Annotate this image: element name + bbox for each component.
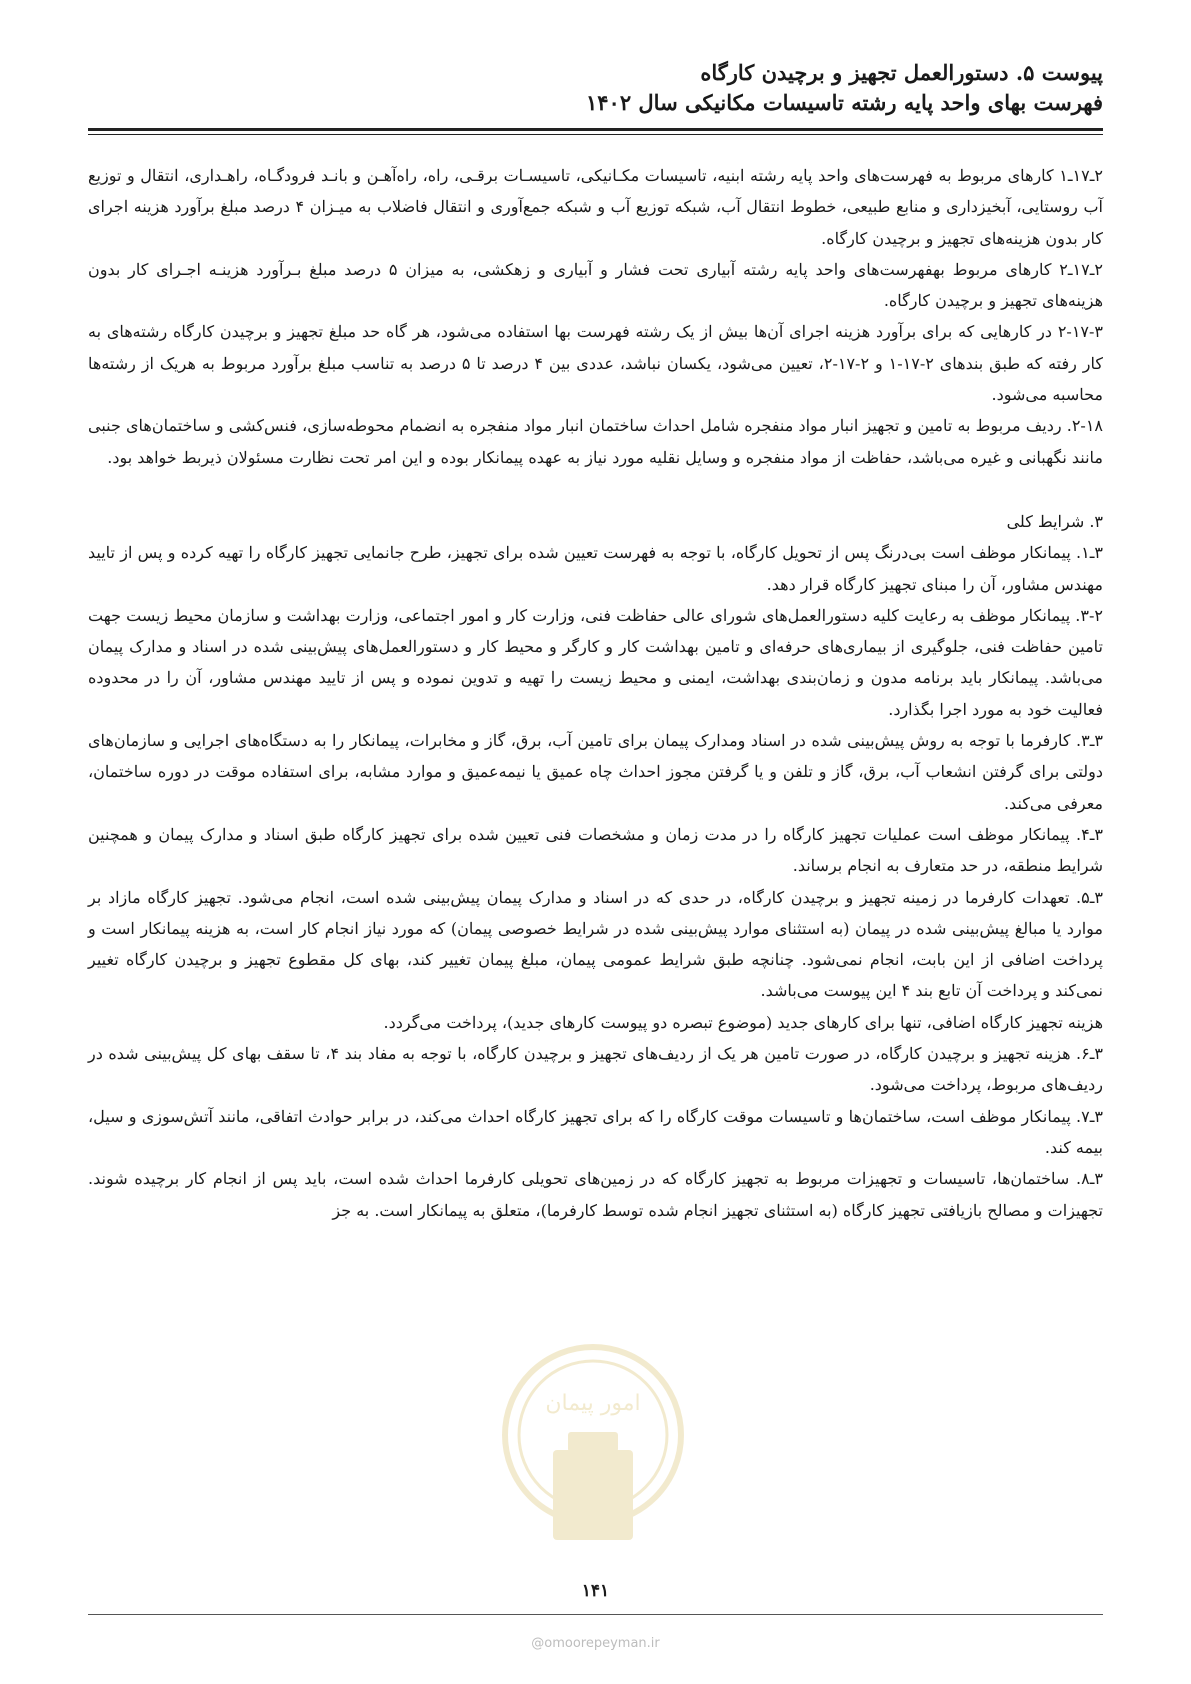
- paragraph-2-17-1: ۲ـ۱۷ـ۱ کارهای مربوط به فهرست‌های واحد پایه رشته ابنیه، تاسیسات مکـانیکی، تاسیسـات برقـی، راه، راه‌آهـن و بانـد فرودگـاه، راهـداری، انتقال و توزیع آب روستایی، آبخیزداری و منابع طبیعی، خطوط انتقال آب، شبکه توزیع آب و شبکه جمع‌آوری و انتقال فاضلاب به میـزان ۴ درصد مبلغ برآورد هزینه اجرای کار بدون هزینه‌های تجهیز و برچیدن کارگاه.: [88, 166, 1103, 248]
- watermark-logo-icon: [498, 1340, 688, 1580]
- paragraph-3-2: ۳-۲. پیمانکار موظف به رعایت کلیه دستورالعمل‌های شورای عالی حفاظت فنی، وزارت کار و امور اجتماعی، وزارت بهداشت و سازمان محیط زیست جهت تامین حفاظت فنی، جلوگیری از بیماری‌های حرفه‌ای و تامین بهداشت کار و کارگر و محیط کار و دستورالعمل‌های پیش‌بینی شده در اسناد و مدارک پیمان می‌باشد. پیمانکار باید برنامه مدون و زمان‌بندی بهداشت، ایمنی و محیط زیست را تهیه و تدوین نموده و پس از تایید مهندس مشاور، آن را در محدوده فعالیت خود به مورد اجرا بگذارد.: [88, 605, 1103, 719]
- page-number: ۱۴۱: [581, 1581, 610, 1601]
- header-rule-thick: [88, 128, 1103, 131]
- watermark-text: امور پیمان: [545, 1391, 641, 1416]
- footer-rule: [88, 1614, 1103, 1615]
- paragraph-3-3: ۳ـ۳. کارفرما با توجه به روش پیش‌بینی شده در اسناد ومدارک پیمان برای تامین آب، برق، گاز و مخابرات، پیمانکار را به دستگاه‌های اجرایی و سازمان‌های دولتی برای گرفتن انشعاب آب، برق، گاز و تلفن و یا گرفتن مجوز احداث چاه عمیق یا نیمه‌عمیق و موارد مشابه، برای استفاده موقت در دوره ساختمان، معرفی می‌کند.: [88, 731, 1103, 813]
- website-watermark: @omoorepeyman.ir: [531, 1636, 660, 1651]
- paragraph-3-5-note: هزینه تجهیز کارگاه اضافی، تنها برای کارهای جدید (موضوع تبصره دو پیوست کارهای جدید)، پرداخت می‌گردد.: [383, 1012, 1103, 1032]
- header-subtitle: فهرست بهای واحد پایه رشته تاسیسات مکانیکی سال ۱۴۰۲: [585, 90, 1103, 115]
- page-header: [88, 58, 1103, 118]
- paragraph-2-17-3: ۲-۱۷-۳ در کارهایی که برای برآورد هزینه اجرای آن‌ها بیش از یک رشته فهرست بها استفاده می‌شود، هر گاه حد مبلغ تجهیز و برچیدن کارگاه رشته‌های به کار رفته که طبق بندهای ۲-۱۷-۱ و ۲-۱۷-۲، تعیین می‌شود، یکسان نباشد، عددی بین ۴ درصد تا ۵ درصد به تناسب مبلغ برآورد مربوط به هریک از رشته‌ها محاسبه می‌شود.: [88, 322, 1104, 405]
- paragraph-3-5: ۳ـ۵. تعهدات کارفرما در زمینه تجهیز و برچیدن کارگاه، در حدی که در اسناد و مدارک پیمان پیش‌بینی شده است، انجام می‌شود. تجهیز کارگاه مازاد بر موارد یا مبالغ پیش‌بینی شده در پیمان (به استثنای موارد پیش‌بینی شده در شرایط خصوصی پیمان) که مورد نیاز انجام کار است، به هزینه پیمانکار است و پرداخت اضافی از این بابت، انجام نمی‌شود. چنانچه طبق شرایط عمومی پیمان، مبلغ پیمان تغییر کند، بهای کل مقطوع تجهیز و برچیدن کارگاه تغییر نمی‌کند و پرداخت آن تابع بند ۴ این پیوست می‌باشد.: [88, 887, 1104, 1001]
- header-rule-thin: [88, 134, 1103, 135]
- paragraph-3-4: ۳ـ۴. پیمانکار موظف است عملیات تجهیز کارگاه را در مدت زمان و مشخصات فنی تعیین شده برای تجهیز کارگاه طبق اسناد و مدارک پیمان و همچنین شرایط منطقه، در حد متعارف به انجام برساند.: [88, 824, 1103, 876]
- header-title: پیوست ۵. دستورالعمل تجهیز و برچیدن کارگاه: [700, 60, 1103, 85]
- paragraph-3-7: ۳ـ۷. پیمانکار موظف است، ساختمان‌ها و تاسیسات موقت کارگاه را که برای تجهیز کارگاه احداث می‌کند، در برابر حوادث اتفاقی، مانند آتش‌سوزی و سیل، بیمه کند.: [88, 1106, 1103, 1157]
- paragraph-2-18: ۲-۱۸. ردیف مربوط به تامین و تجهیز انبار مواد منفجره شامل احداث ساختمان انبار مواد منفجره به انضمام محوطه‌سازی، فنس‌کشی و ساختمان‌های جنبی مانند نگهبانی و غیره می‌باشد، حفاظت از مواد منفجره و وسایل نقلیه مورد نیاز به عهده پیمانکار بوده و این امر تحت نظارت مسئولان ذیربط خواهد بود.: [88, 416, 1103, 467]
- paragraph-2-17-2: ۲ـ۱۷ـ۲ کارهای مربوط بهفهرست‌های واحد پایه رشته آبیاری تحت فشار و آبیاری و زهکشی، به میزان ۵ درصد مبلغ بـرآورد هزینـه اجـرای کار بدون هزینه‌های تجهیز و برچیدن کارگاه.: [88, 259, 1103, 311]
- paragraph-3-8: ۳ـ۸. ساختمان‌ها، تاسیسات و تجهیزات مربوط به تجهیز کارگاه که در زمین‌های تحویلی کارفرما احداث شده است، باید پس از انجام کار برچیده شوند. تجهیزات و مصالح بازیافتی تجهیز کارگاه (به استثنای تجهیز انجام شده توسط کارفرما)، متعلق به پیمانکار است. به جز: [88, 1169, 1103, 1220]
- section-heading-3: ۳. شرایط کلی: [1006, 511, 1103, 531]
- paragraph-3-1: ۳ـ۱. پیمانکار موظف است بی‌درنگ پس از تحویل کارگاه، با توجه به فهرست تعیین شده برای تجهیز، طرح جانمایی تجهیز کارگاه را تهیه کرده و پس از تایید مهندس مشاور، آن را مبنای تجهیز کارگاه قرار دهد.: [88, 543, 1103, 594]
- paragraph-3-6: ۳ـ۶. هزینه تجهیز و برچیدن کارگاه، در صورت تامین هر یک از ردیف‌های تجهیز و برچیدن کارگاه، با توجه به مفاد بند ۴، تا سقف بهای کل پیش‌بینی شده در ردیف‌های مربوط، پرداخت می‌شود.: [88, 1044, 1103, 1095]
- document-body: [88, 160, 1103, 1226]
